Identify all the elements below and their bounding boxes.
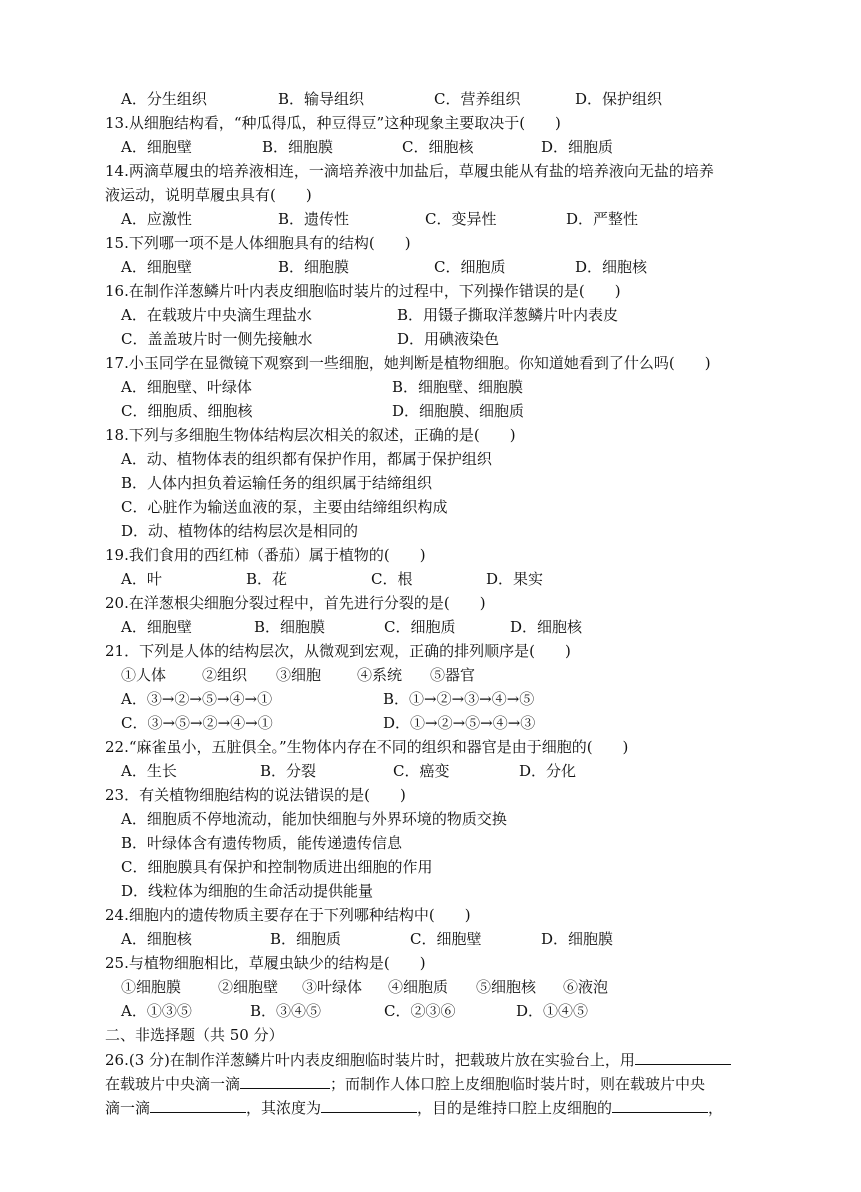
structure-list [105,976,761,998]
options-row [105,400,761,422]
option-b: B．输导组织 [278,90,365,108]
item-1: ①细胞膜 [121,978,182,996]
options-row [105,376,761,398]
option-b: B．分裂 [260,762,317,780]
question-25: 25.与植物细胞相比，草履虫缺少的结构是( ) [105,954,426,972]
option-b: B．③④⑤ [250,1002,322,1020]
option-b: B．细胞膜 [254,618,326,636]
item-2: ②细胞壁 [218,978,279,996]
option-c: C．③→⑤→②→④→① [121,714,273,732]
question-16: 16.在制作洋葱鳞片叶内表皮细胞临时装片的过程中，下列操作错误的是( ) [105,282,621,300]
option-a: A．细胞壁 [121,258,192,276]
option-d: D．①④⑤ [516,1002,589,1020]
question-14-cont: 液运动，说明草履虫具有( ) [105,186,312,204]
option-c: C．盖盖玻片时一侧先接触水 [121,330,313,348]
item-6: ⑥液泡 [563,978,609,996]
options-row [105,328,761,350]
options-row [105,616,761,638]
option-b: B．①→②→③→④→⑤ [383,690,535,708]
question-26-line-1 [105,1048,761,1070]
answer-blank[interactable] [321,1096,417,1113]
option-d: D．动、植物体的结构层次是相同的 [121,522,359,540]
question-24: 24.细胞内的遗传物质主要存在于下列哪种结构中( ) [105,906,471,924]
option-b: B．细胞质 [270,930,342,948]
option-c: C．细胞质、细胞核 [121,402,253,420]
question-13: 13.从细胞结构看，“种瓜得瓜，种豆得豆”这种现象主要取决于( ) [105,114,561,132]
option-a: A．动、植物体表的组织都有保护作用，都属于保护组织 [121,450,492,468]
option-d: D．细胞核 [510,618,583,636]
options-row [105,1000,761,1022]
option-d: D．保护组织 [575,90,663,108]
question-23: 23．有关植物细胞结构的说法错误的是( ) [105,786,406,804]
option-c: C．细胞质 [384,618,456,636]
option-d: D．细胞核 [575,258,648,276]
question-14: 14.两滴草履虫的培养液相连，一滴培养液中加盐后，草履虫能从有盐的培养液向无盐的培养 [105,162,714,180]
q26-text: ， [708,1099,724,1117]
option-c: C．细胞膜具有保护和控制物质进出细胞的作用 [121,858,433,876]
option-c: C．变异性 [425,210,497,228]
option-a: A．应激性 [121,210,192,228]
options-row [105,760,761,782]
option-a: A．细胞壁 [121,138,192,156]
level-3: ③细胞 [276,666,322,684]
option-a: A．细胞壁 [121,618,192,636]
option-a: A．①③⑤ [121,1002,192,1020]
option-c: C．细胞核 [402,138,474,156]
option-c: C．癌变 [393,762,450,780]
option-b: B．细胞膜 [278,258,350,276]
level-2: ②组织 [202,666,248,684]
option-b: B．人体内担负着运输任务的组织属于结缔组织 [121,474,433,492]
option-b: B．花 [246,570,288,588]
options-row [105,712,761,734]
option-d: D．用碘液染色 [397,330,500,348]
question-20: 20.在洋葱根尖细胞分裂过程中，首先进行分裂的是( ) [105,594,486,612]
option-d: D．细胞膜 [541,930,614,948]
options-row [105,688,761,710]
question-26-line-3 [105,1096,761,1118]
question-18: 18.下列与多细胞生物体结构层次相关的叙述，正确的是( ) [105,426,516,444]
option-b: B．细胞膜 [262,138,334,156]
option-a: A．细胞壁、叶绿体 [121,378,252,396]
option-d: D．果实 [486,570,544,588]
q26-text: ；而制作人体口腔上皮细胞临时装片时，则在载玻片中央 [330,1075,706,1093]
question-15: 15.下列哪一项不是人体细胞具有的结构( ) [105,234,411,252]
option-d: D．细胞质 [541,138,614,156]
answer-blank[interactable] [240,1072,330,1089]
options-row [105,928,761,950]
question-17: 17.小玉同学在显微镜下观察到一些细胞，她判断是植物细胞。你知道她看到了什么吗( ) [105,354,711,372]
option-d: D．分化 [519,762,577,780]
section-heading: 二、非选择题（共 50 分） [105,1026,284,1044]
options-row [105,256,761,278]
question-19: 19.我们食用的西红柿（番茄）属于植物的( ) [105,546,426,564]
option-a: A．分生组织 [121,90,207,108]
option-a: A．生长 [121,762,177,780]
options-row [105,136,761,158]
option-c: C．营养组织 [434,90,521,108]
option-c: C．心脏作为输送血液的泵，主要由结缔组织构成 [121,498,448,516]
option-d: D．线粒体为细胞的生命活动提供能量 [121,882,374,900]
options-row [105,208,761,230]
q26-text: 26.(3 分)在制作洋葱鳞片叶内表皮细胞临时装片时，把载玻片放在实验台上，用 [105,1051,635,1069]
q26-text: ，其浓度为 [246,1099,322,1117]
options-row [105,304,761,326]
option-c: C．细胞质 [434,258,506,276]
option-a: A．在载玻片中央滴生理盐水 [121,306,312,324]
option-a: A．③→②→⑤→④→① [121,690,273,708]
level-1: ①人体 [121,666,167,684]
level-5: ⑤器官 [430,666,476,684]
option-b: B．遗传性 [278,210,350,228]
answer-blank[interactable] [150,1096,246,1113]
option-b: B．叶绿体含有遗传物质，能传递遗传信息 [121,834,403,852]
option-b: B．细胞壁、细胞膜 [392,378,524,396]
item-4: ④细胞质 [388,978,449,996]
option-c: C．细胞壁 [410,930,482,948]
option-b: B．用镊子撕取洋葱鳞片叶内表皮 [397,306,619,324]
option-c: C．根 [371,570,413,588]
item-5: ⑤细胞核 [476,978,537,996]
option-d: D．严整性 [566,210,639,228]
question-21: 21．下列是人体的结构层次，从微观到宏观，正确的排列顺序是( ) [105,642,571,660]
q26-text: ，目的是维持口腔上皮细胞的 [417,1099,613,1117]
option-a: A．细胞质不停地流动，能加快细胞与外界环境的物质交换 [121,810,507,828]
option-d: D．细胞膜、细胞质 [392,402,525,420]
q26-text: 在载玻片中央滴一滴 [105,1075,241,1093]
question-26-line-2 [105,1072,761,1094]
option-a: A．叶 [121,570,162,588]
answer-blank[interactable] [635,1048,731,1065]
q26-text: 滴一滴 [105,1099,151,1117]
options-row [105,88,761,110]
question-22: 22.“麻雀虽小，五脏俱全。”生物体内存在不同的组织和器官是由于细胞的( ) [105,738,629,756]
structure-levels [105,664,761,686]
option-a: A．细胞核 [121,930,192,948]
option-d: D．①→②→⑤→④→③ [383,714,536,732]
item-3: ③叶绿体 [302,978,363,996]
answer-blank[interactable] [612,1096,708,1113]
options-row [105,568,761,590]
option-c: C．②③⑥ [384,1002,456,1020]
level-4: ④系统 [357,666,403,684]
